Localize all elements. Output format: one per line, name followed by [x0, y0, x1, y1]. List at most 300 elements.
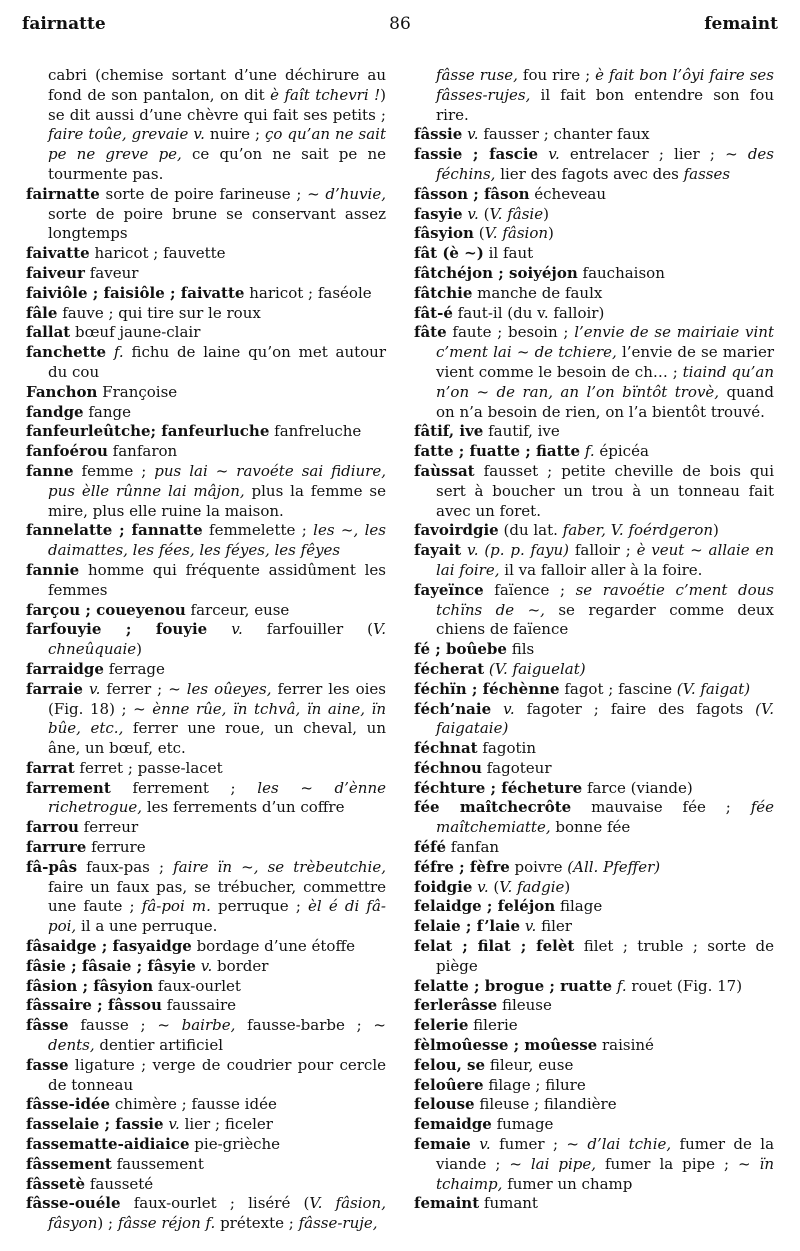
entry-text: mauvaise fée ; [571, 798, 751, 817]
entry-italic-text: f. [113, 343, 124, 362]
entry-italic-text: v. (p. p. fayu) [467, 541, 570, 560]
entry-text: farfouiller ( [242, 620, 373, 639]
entry-headword: fassematte-aidiaice [26, 1135, 190, 1154]
entry-italic-text: èl é di fâ-poi, [48, 897, 386, 936]
dictionary-entry [414, 1194, 774, 1214]
entry-headword: fassie ; fascie [414, 145, 539, 164]
entry-headword: féfé [414, 838, 446, 857]
dictionary-entry [414, 521, 774, 541]
dictionary-entry [414, 680, 774, 700]
entry-text: raisiné [597, 1036, 654, 1055]
entry-text: fou rire ; [517, 66, 596, 84]
entry-text: fileuse ; filandière [474, 1095, 617, 1114]
entry-text [207, 620, 231, 638]
dictionary-entry [26, 937, 386, 957]
entry-headword: fâsson ; fâson [414, 184, 530, 203]
entry-text: sorte de poire brune se conservant assez longtemps [48, 204, 386, 243]
dictionary-entry [414, 937, 774, 977]
entry-italic-text: f. [616, 976, 627, 995]
entry-text: ferrure [86, 838, 146, 857]
entry-headword: fât-é [414, 303, 453, 322]
entry-italic-text: faire ïn ~, se trèbeutchie, [173, 857, 386, 876]
entry-italic-text: ~ d’lai tchie, [566, 1135, 672, 1154]
entry-text: fagoter ; faire des fagots [514, 699, 756, 718]
entry-italic-text: faire toûe, grevaie v. [48, 125, 205, 144]
dictionary-entry [414, 541, 774, 581]
dictionary-entry [26, 1175, 386, 1195]
entry-text: entrelacer ; lier ; [559, 145, 726, 164]
entry-headword: faivatte [26, 244, 90, 263]
dictionary-entry [26, 1056, 386, 1096]
entry-italic-text: se ravoétie c’ment dous tchïns de ~, [436, 580, 774, 619]
entry-headword: fâsse [26, 1016, 69, 1035]
entry-headword: fasyie [414, 204, 463, 223]
entry-text [538, 145, 548, 163]
dictionary-entry [414, 878, 774, 898]
dictionary-entry [414, 779, 774, 799]
entry-italic-text: ~ ïn tchaimp, [436, 1154, 775, 1193]
entry-text: fange [83, 402, 132, 421]
dictionary-entry [26, 403, 386, 423]
dictionary-entry [414, 1135, 774, 1194]
entry-headword: farrure [26, 838, 87, 857]
entry-italic-text: v. [467, 125, 479, 144]
dictionary-entry [414, 996, 774, 1016]
entry-italic-text: ço qu’an ne sait pe ne greve pe, [48, 125, 386, 164]
dictionary-entry [414, 640, 774, 660]
entry-text: fils [506, 640, 535, 659]
dictionary-entry [26, 343, 386, 383]
entry-text: fichu de laine qu’on met autour du cou [48, 343, 386, 381]
entry-headword: femaint [414, 1194, 480, 1213]
entry-text: fumer de la viande ; [436, 1135, 775, 1173]
entry-headword: féchnat [414, 739, 478, 758]
entry-text: fileur, euse [485, 1055, 574, 1074]
entry-italic-text: (V. faiguelat) [488, 659, 586, 678]
entry-headword: fayeïnce [414, 580, 484, 599]
entry-headword: faiveur [26, 263, 85, 282]
entry-headword: féch’naie [414, 699, 492, 718]
dictionary-entry [414, 581, 774, 640]
dictionary-entry [26, 521, 386, 561]
entry-headword: farrou [26, 818, 79, 837]
dictionary-entry [414, 759, 774, 779]
entry-text: rouet (Fig. 17) [626, 976, 743, 995]
entry-italic-text: fâsse réjon f. [117, 1214, 216, 1233]
entry-text: faux-pas ; [77, 857, 174, 876]
entry-headword: fèlmoûesse ; moûesse [414, 1036, 598, 1055]
entry-text: farceur, euse [185, 600, 290, 619]
entry-text: bordage d’une étoffe [191, 937, 355, 956]
entry-text: cabri (chemise sortant d’une déchirure au fond de son pantalon, on dit [48, 66, 386, 104]
entry-italic-text: ~ lai pipe, [509, 1154, 597, 1173]
dictionary-entry [414, 917, 774, 937]
dictionary-entry [414, 739, 774, 759]
entry-text: ( [488, 877, 500, 896]
dictionary-entry [414, 125, 774, 145]
dictionary-entry [414, 1016, 774, 1036]
entry-text: faussement [111, 1154, 204, 1173]
entry-text: faute ; besoin ; [446, 323, 575, 342]
entry-headword: farraie [26, 679, 83, 698]
dictionary-entry [414, 284, 774, 304]
entry-text: filage [555, 897, 603, 916]
entry-text: fumer la pipe ; [596, 1154, 739, 1173]
entry-headword: fayait [414, 541, 462, 560]
entry-text: border [212, 956, 269, 975]
dictionary-entry [26, 442, 386, 462]
entry-headword: fâssetè [26, 1174, 86, 1193]
entry-text: haricot ; fauvette [89, 244, 226, 263]
entry-italic-text: f. [584, 442, 595, 461]
entry-text: fileuse [497, 996, 552, 1015]
entry-headword: fâsse-ouéle [26, 1194, 121, 1213]
entry-italic-text: è faît tchevri ! [270, 85, 381, 104]
entry-text: ferreur [78, 818, 139, 837]
entry-text: ce qu’on ne sait pe ne tourmente pas. [48, 145, 386, 183]
entry-headword: fâsaidge ; fasyaidge [26, 937, 192, 956]
dictionary-entry [26, 422, 386, 442]
entry-text: filet ; truble ; sorte de piège [436, 937, 774, 975]
dictionary-entry [26, 1016, 386, 1056]
dictionary-entry [26, 1115, 386, 1135]
dictionary-entry [414, 185, 774, 205]
entry-italic-text: è veut ~ allaie en lai foire, [436, 541, 775, 579]
dictionary-entry [26, 462, 386, 521]
entry-italic-text: v. [479, 1135, 491, 1154]
dictionary-entry [414, 304, 774, 324]
dictionary-entry [26, 383, 386, 403]
entry-text: faux-ourlet ; liséré ( [120, 1194, 310, 1213]
entry-italic-text: V. fadgie [499, 877, 565, 896]
entry-text: bonne fée [550, 818, 631, 837]
entry-text: il fait bon entendre son fou rire. [436, 85, 774, 124]
entry-headword: féchture ; fécheture [414, 778, 583, 797]
entry-headword: fatte ; fuatte ; fiatte [414, 442, 581, 461]
entry-headword: fâssie [414, 125, 463, 144]
entry-text: ferrage [103, 659, 165, 678]
dictionary-entry [414, 1056, 774, 1076]
entry-text: fausseté [85, 1174, 154, 1193]
entry-text: ) [548, 224, 554, 243]
entry-headword: felatte ; brogue ; ruatte [414, 976, 613, 995]
entry-headword: fée maîtchecrôte [414, 798, 572, 817]
entry-headword: faùssat [414, 461, 475, 480]
left-running-headword: fairnatte [22, 14, 106, 34]
entry-headword: fanfeurleûtche; fanfeurluche [26, 422, 270, 441]
entry-text: fausse ; [68, 1016, 158, 1035]
entry-headword: fâsse-idée [26, 1095, 111, 1114]
dictionary-entry [414, 858, 774, 878]
entry-headword: femaie [414, 1135, 471, 1154]
entry-text: les ferrements d’un coffre [142, 798, 345, 817]
entry-text: fagoteur [481, 758, 552, 777]
entry-text: manche de faulx [472, 283, 603, 302]
entry-italic-text: V. fâsie [489, 204, 544, 223]
entry-italic-text: è fait bon l’ôyi faire ses fâsses-rujes, [436, 66, 774, 104]
entry-text: Françoise [97, 382, 178, 401]
entry-italic-text: V. fâsion, fâsyon [48, 1194, 386, 1233]
entry-text: fanfaron [107, 442, 178, 461]
dictionary-entry [414, 700, 774, 740]
entry-text: fumer ; [490, 1135, 567, 1154]
entry-italic-text: ~ d’huvie, [307, 184, 386, 203]
entry-text: ) se dit aussi d’une chèvre qui fait ses petits ; [48, 85, 386, 124]
entry-text: poivre [509, 857, 568, 876]
entry-headword: faiviôle ; faisiôle ; faivatte [26, 283, 245, 302]
entry-text: fanfreluche [269, 422, 362, 441]
entry-headword: fâtif, ive [414, 422, 484, 441]
left-column [26, 66, 386, 1234]
entry-headword: féchnou [414, 758, 482, 777]
dictionary-entry [414, 422, 774, 442]
entry-text: fumage [491, 1115, 554, 1134]
entry-italic-text: tiaind qu’an n’on ~ de ran, an l’on bïntôt trovè, [436, 362, 774, 401]
dictionary-entry [26, 185, 386, 244]
entry-text: faussaire [161, 996, 236, 1015]
entry-headword: fâte [414, 323, 447, 342]
entry-italic-text: ~ les oûeyes, [168, 679, 272, 698]
dictionary-entry [414, 323, 774, 422]
entry-italic-text: l’envie de se mairiaie vint c’ment lai ~ de tchiere, [436, 323, 774, 362]
dictionary-entry [26, 620, 386, 660]
entry-headword: féfre ; fèfre [414, 857, 510, 876]
dictionary-entry [26, 660, 386, 680]
entry-headword: felouse [414, 1095, 475, 1114]
entry-italic-text: pus lai ~ ravoéte sai fidiure, pus èlle rûnne lai mâjon, [48, 461, 386, 500]
entry-headword: farrement [26, 778, 111, 797]
entry-italic-text: fâ-poi m. [141, 897, 211, 916]
entry-text: quand on n’a besoin de rien, on l’a bientôt trouvé. [436, 382, 774, 421]
dictionary-entry [414, 1076, 774, 1096]
dictionary-entry [414, 660, 774, 680]
entry-italic-text: v. [231, 620, 243, 639]
entry-italic-text: v. [88, 679, 101, 698]
dictionary-entry [414, 838, 774, 858]
entry-text: nuire ; [204, 125, 265, 144]
entry-text: ( [478, 204, 490, 223]
entry-headword: fannelatte ; fannatte [26, 521, 203, 540]
entry-text: pie-grièche [189, 1135, 281, 1154]
dictionary-entry [26, 977, 386, 997]
entry-text: falloir ; [569, 541, 637, 560]
entry-italic-text: V. chneûquaie [48, 620, 386, 659]
entry-headword: felerie [414, 1016, 469, 1035]
entry-headword: fâle [26, 303, 58, 322]
dictionary-entry [26, 66, 386, 185]
right-running-headword: femaint [704, 14, 778, 34]
entry-text: lier des fagots avec des [495, 164, 684, 183]
entry-text: faire un faux pas, se trébucher, commettre une faute ; [48, 877, 386, 916]
entry-headword: fé ; boûebe [414, 640, 507, 659]
entry-text: fauchaison [577, 263, 665, 282]
entry-text: ferrer les oies (Fig. 18) ; [48, 679, 386, 718]
entry-headword: farfouyie ; fouyie [26, 620, 208, 639]
entry-text: fumer un champ [502, 1174, 633, 1193]
entry-text: fumant [479, 1194, 538, 1213]
dictionary-entry [26, 680, 386, 759]
dictionary-entry [26, 284, 386, 304]
dictionary-entry [26, 858, 386, 937]
entry-headword: fât (è ~) [414, 244, 484, 263]
dictionary-entry [414, 977, 774, 997]
dictionary-entry [26, 759, 386, 779]
entry-text: perruque ; [210, 897, 309, 916]
entry-text: il faut [483, 244, 534, 263]
dictionary-entry [414, 462, 774, 521]
dictionary-entry [26, 838, 386, 858]
entry-headword: felat ; filat ; felèt [414, 937, 575, 956]
entry-text: se regarder comme deux chiens de faïence [436, 600, 774, 639]
page-header [22, 14, 778, 38]
entry-text: ligature ; verge de coudrier pour cercle de tonneau [48, 1055, 386, 1094]
entry-text: fauve ; qui tire sur le roux [57, 303, 261, 322]
dictionary-entry [414, 145, 774, 185]
dictionary-entry [26, 244, 386, 264]
entry-text: ) [136, 640, 142, 659]
entry-italic-text: v. [503, 699, 515, 718]
entry-text: chimère ; fausse idée [110, 1095, 277, 1114]
entry-text: sorte de poire farineuse ; [99, 184, 308, 203]
entry-text: épicéa [594, 442, 649, 461]
entry-headword: favoirdgie [414, 521, 499, 540]
right-column [414, 66, 774, 1214]
entry-italic-text: ~ bairbe, [157, 1016, 236, 1035]
entry-italic-text: faber, V. foérdgeron [562, 521, 714, 540]
entry-italic-text: fasses [683, 164, 731, 183]
dictionary-entry [414, 1115, 774, 1135]
dictionary-entry [26, 1155, 386, 1175]
entry-headword: fâ-pâs [26, 857, 78, 876]
entry-text: farce (viande) [582, 778, 693, 797]
entry-headword: ferlerâsse [414, 996, 498, 1015]
dictionary-entry [414, 244, 774, 264]
entry-italic-text: v. [200, 956, 213, 975]
entry-headword: fasse [26, 1055, 69, 1074]
entry-text: ferrer une roue, un cheval, un âne, un bœuf, etc. [48, 719, 386, 758]
dictionary-entry [26, 601, 386, 621]
entry-text: ferret ; passe-lacet [74, 758, 223, 777]
entry-italic-text: (V. faigat) [676, 679, 751, 698]
entry-headword: farraidge [26, 659, 104, 678]
entry-headword: fâsie ; fâsaie ; fâsyie [26, 956, 196, 975]
dictionary-entry [414, 798, 774, 838]
dictionary-entry [414, 1095, 774, 1115]
entry-italic-text: ~ ènne rûe, ïn tchvâ, ïn aine, ïn bûe, etc., [48, 699, 386, 738]
entry-text: fausse-barbe ; [235, 1016, 374, 1035]
entry-text: ) [713, 521, 719, 540]
entry-headword: felou, se [414, 1055, 486, 1074]
entry-italic-text: fâsse ruse, [436, 66, 518, 84]
entry-text: haricot ; faséole [244, 283, 372, 302]
entry-text: l’envie de se marier vient comme le besoin de ch… ; [436, 343, 774, 381]
entry-text [471, 1135, 479, 1153]
entry-text: fautif, ive [483, 422, 560, 441]
entry-italic-text: les ~, les daimattes, les fées, les féyes, les fêyes [48, 521, 386, 560]
entry-text: fausser ; chanter faux [478, 125, 650, 144]
entry-text: filer [536, 917, 572, 936]
entry-headword: fâssaire ; fâssou [26, 996, 162, 1015]
entry-headword: Fanchon [26, 382, 98, 401]
entry-headword: fâsyion [414, 224, 474, 243]
entry-italic-text: V. fâsion [484, 224, 549, 243]
dictionary-entry [414, 442, 774, 462]
dictionary-entry [26, 957, 386, 977]
dictionary-entry [414, 66, 774, 125]
entry-headword: femaidge [414, 1115, 492, 1134]
entry-headword: feloûere [414, 1075, 484, 1094]
entry-headword: fâtchéjon ; soiyéjon [414, 263, 578, 282]
dictionary-entry [26, 996, 386, 1016]
entry-text: bœuf jaune-clair [70, 323, 201, 342]
entry-headword: fannie [26, 560, 80, 579]
entry-text: faïence ; [483, 580, 576, 599]
entry-text: lier ; ficeler [179, 1115, 273, 1134]
entry-headword: fasselaie ; fassie [26, 1115, 164, 1134]
entry-italic-text: v. [168, 1115, 180, 1134]
entry-text: ( [473, 224, 485, 243]
entry-text: ) ; [97, 1214, 118, 1233]
entry-headword: foidgie [414, 877, 473, 896]
dictionary-entry [26, 264, 386, 284]
dictionary-entry [26, 1135, 386, 1155]
entry-text: filerie [468, 1016, 518, 1035]
entry-italic-text: v. [477, 877, 489, 896]
entry-headword: farçou ; coueyenou [26, 600, 186, 619]
entry-text: fagotin [477, 739, 536, 758]
entry-italic-text: ~ des féchins, [436, 145, 775, 183]
entry-text [491, 700, 503, 718]
entry-text: homme qui fréquente assidûment les femmes [48, 560, 386, 599]
entry-headword: fécherat [414, 659, 485, 678]
entry-italic-text: ~ dents, [48, 1016, 386, 1055]
entry-headword: felaie ; f’laie [414, 917, 521, 936]
entry-italic-text: v. [548, 145, 560, 164]
dictionary-entry [414, 264, 774, 284]
entry-italic-text: fée maîtchemiatte, [436, 798, 774, 837]
entry-text: ) [543, 204, 549, 223]
entry-text: plus la femme se mire, plus elle ruine la maison. [48, 481, 386, 520]
entry-headword: fanfoérou [26, 442, 108, 461]
dictionary-entry [26, 304, 386, 324]
entry-text: fanfan [446, 838, 500, 857]
entry-text: faut-il (du v. falloir) [452, 303, 605, 322]
dictionary-entry [414, 205, 774, 225]
entry-italic-text: les ~ d’ènne richetrogue, [48, 778, 387, 817]
entry-headword: fairnatte [26, 184, 100, 203]
entry-italic-text: v. [467, 204, 479, 223]
entry-text: il a une perruque. [76, 917, 218, 936]
entry-headword: fanne [26, 461, 74, 480]
dictionary-entry [26, 1095, 386, 1115]
entry-text: faveur [84, 263, 139, 282]
entry-headword: felaidge ; feléjon [414, 897, 556, 916]
dictionary-entry [414, 1036, 774, 1056]
entry-text: prétexte ; [215, 1214, 299, 1233]
entry-headword: farrat [26, 758, 75, 777]
entry-text: ) [564, 877, 571, 896]
entry-headword: fâtchie [414, 283, 473, 302]
entry-headword: féchïn ; féchènne [414, 679, 560, 698]
entry-text: filage ; filure [483, 1075, 586, 1094]
entry-text: dentier artificiel [94, 1036, 224, 1055]
entry-text: fagot ; fascine [559, 679, 677, 698]
entry-text: femme ; [73, 461, 155, 480]
entry-italic-text: fâsse-ruje, [298, 1214, 378, 1233]
entry-headword: fandge [26, 402, 84, 421]
dictionary-entry [26, 561, 386, 601]
entry-headword: fallat [26, 323, 71, 342]
